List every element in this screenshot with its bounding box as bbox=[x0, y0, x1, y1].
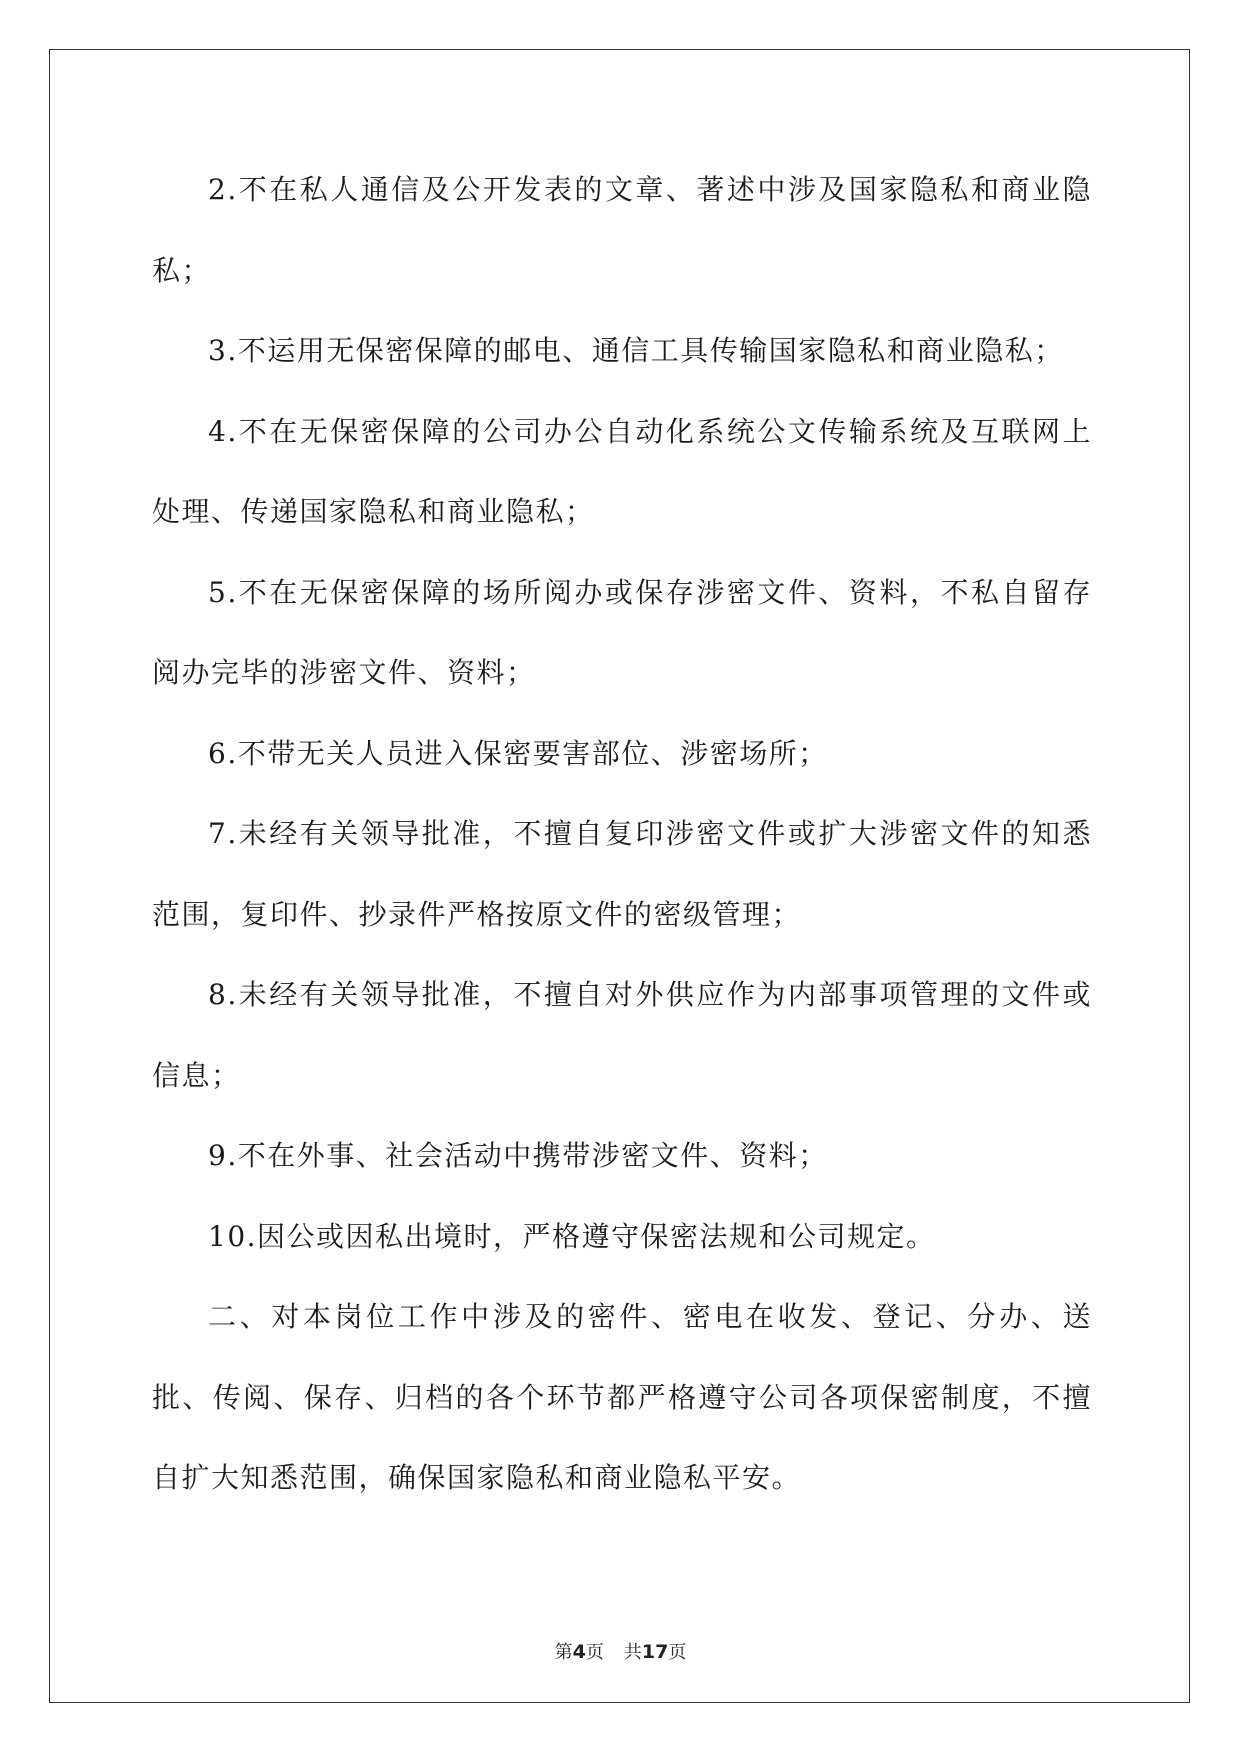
total-suffix: 页 bbox=[668, 1642, 687, 1663]
total-prefix: 共 bbox=[623, 1642, 642, 1663]
page-suffix: 页 bbox=[585, 1642, 604, 1663]
paragraph-item-5: 5.不在无保密保障的场所阅办或保存涉密文件、资料，不私自留存阅办完毕的涉密文件、资料； bbox=[152, 575, 1092, 689]
page-footer bbox=[0, 1640, 1241, 1665]
paragraph-item-6: 6.不带无关人员进入保密要害部位、涉密场所； bbox=[208, 736, 828, 770]
page-prefix: 第 bbox=[554, 1642, 573, 1663]
page-number: 4 bbox=[572, 1641, 586, 1663]
paragraph-item-7: 7.未经有关领导批准，不擅自复印涉密文件或扩大涉密文件的知悉范围，复印件、抄录件严格按原文件的密级管理； bbox=[152, 817, 1092, 931]
document-body bbox=[152, 150, 1092, 1519]
paragraph-item-2: 2.不在私人通信及公开发表的文章、著述中涉及国家隐私和商业隐私； bbox=[152, 173, 1092, 287]
paragraph-item-4: 4.不在无保密保障的公司办公自动化系统公文传输系统及互联网上处理、传递国家隐私和商业隐私； bbox=[152, 414, 1092, 528]
paragraph-item-10: 10.因公或因私出境时，严格遵守保密法规和公司规定。 bbox=[208, 1219, 936, 1253]
paragraph-item-8: 8.未经有关领导批准，不擅自对外供应作为内部事项管理的文件或信息； bbox=[152, 978, 1092, 1092]
paragraph-item-9: 9.不在外事、社会活动中携带涉密文件、资料； bbox=[208, 1139, 828, 1172]
total-pages: 17 bbox=[641, 1641, 669, 1663]
paragraph-section-two: 二、对本岗位工作中涉及的密件、密电在收发、登记、分办、送批、传阅、保存、归档的各个环节都严格遵守公司各项保密制度，不擅自扩大知悉范围，确保国家隐私和商业隐私平安。 bbox=[152, 1300, 1092, 1494]
paragraph-item-3: 3.不运用无保密保障的邮电、通信工具传输国家隐私和商业隐私； bbox=[208, 334, 1064, 367]
